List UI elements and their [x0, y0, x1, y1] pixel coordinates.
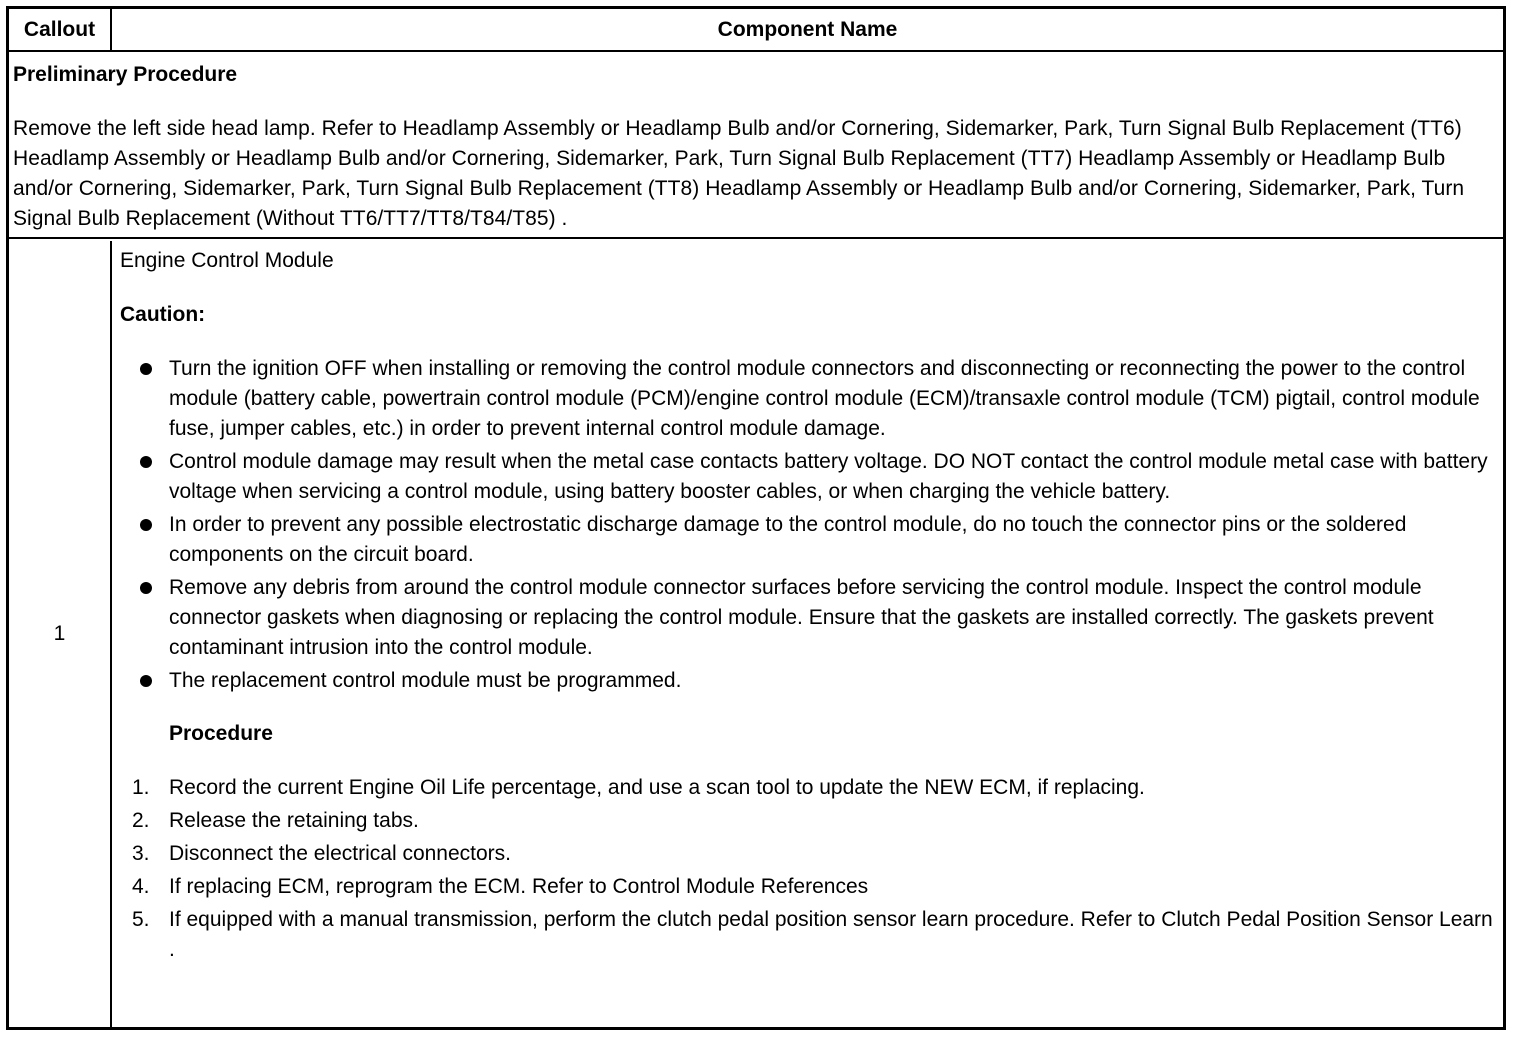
caution-item: Turn the ignition OFF when installing or removing the control module connectors and disconnecting or reconnecting the power to the control module (battery cable, powertrain control module (PCM)/engine control module (ECM)/transaxle control module (TCM) pigtail, control module fuse, jumper cables, etc.) in order to prevent internal control module damage. [120, 354, 1497, 444]
step-text: Release the retaining tabs. [169, 809, 419, 832]
caution-list [120, 354, 1497, 696]
step-number: 5. [132, 908, 150, 931]
step-text: If replacing ECM, reprogram the ECM. Refer to Control Module References [169, 875, 869, 898]
callout-column-header: Callout [9, 9, 112, 50]
procedure-step [120, 806, 1497, 836]
procedure-step [120, 905, 1497, 965]
component-table [6, 6, 1506, 1030]
step-number: 4. [132, 875, 150, 898]
procedure-title: Procedure [169, 722, 273, 745]
component-name: Engine Control Module [120, 249, 334, 272]
caution-item: The replacement control module must be programmed. [120, 666, 1497, 696]
preliminary-procedure-text: Remove the left side head lamp. Refer to Headlamp Assembly or Headlamp Bulb and/or Cornering, Sidemarker, Park, Turn Signal Bulb Replacement (TT6) Headlamp Assembly or Headlamp Bulb and/or Cornering, Sidemarker, Park, Turn Signal Bulb Replacement (TT7) Headlamp Assembly or Headlamp Bulb and/or Cornering, Sidemarker, Park, Turn Signal Bulb Replacement (TT8) Headlamp Assembly or Headlamp Bulb and/or Cornering, Sidemarker, Park, Turn Signal Bulb Replacement (Without TT6/TT7/TT8/T84/T85) . [13, 117, 1465, 230]
procedure-step [120, 839, 1497, 869]
procedure-step [120, 773, 1497, 803]
step-text: Record the current Engine Oil Life percentage, and use a scan tool to update the NEW ECM, if replacing. [169, 776, 1145, 799]
table-row [9, 241, 1503, 1027]
step-text: Disconnect the electrical connectors. [169, 842, 511, 865]
procedure-step [120, 872, 1497, 902]
step-text: If equipped with a manual transmission, perform the clutch pedal position sensor learn procedure. Refer to Clutch Pedal Position Sensor Learn . [169, 908, 1493, 961]
table-header-row [9, 9, 1503, 52]
step-number: 1. [132, 776, 150, 799]
caution-title: Caution: [120, 303, 206, 326]
step-number: 3. [132, 842, 150, 865]
callout-number: 1 [9, 241, 112, 1027]
caution-item: Remove any debris from around the control module connector surfaces before servicing the control module. Inspect the control module connector gaskets when diagnosing or replacing the control module. Ensure that the gaskets are installed correctly. The gaskets prevent contaminant intrusion into the control module. [120, 573, 1497, 663]
caution-item: Control module damage may result when the metal case contacts battery voltage. DO NOT contact the control module metal case with battery voltage when servicing a control module, using battery booster cables, or when charging the vehicle battery. [120, 447, 1497, 507]
preliminary-procedure-row [9, 52, 1503, 239]
component-cell [112, 241, 1503, 1027]
caution-item: In order to prevent any possible electrostatic discharge damage to the control module, do no touch the connector pins or the soldered components on the circuit board. [120, 510, 1497, 570]
procedure-steps [120, 773, 1497, 965]
preliminary-procedure-title: Preliminary Procedure [13, 63, 238, 86]
step-number: 2. [132, 809, 150, 832]
component-name-column-header: Component Name [717, 17, 898, 41]
